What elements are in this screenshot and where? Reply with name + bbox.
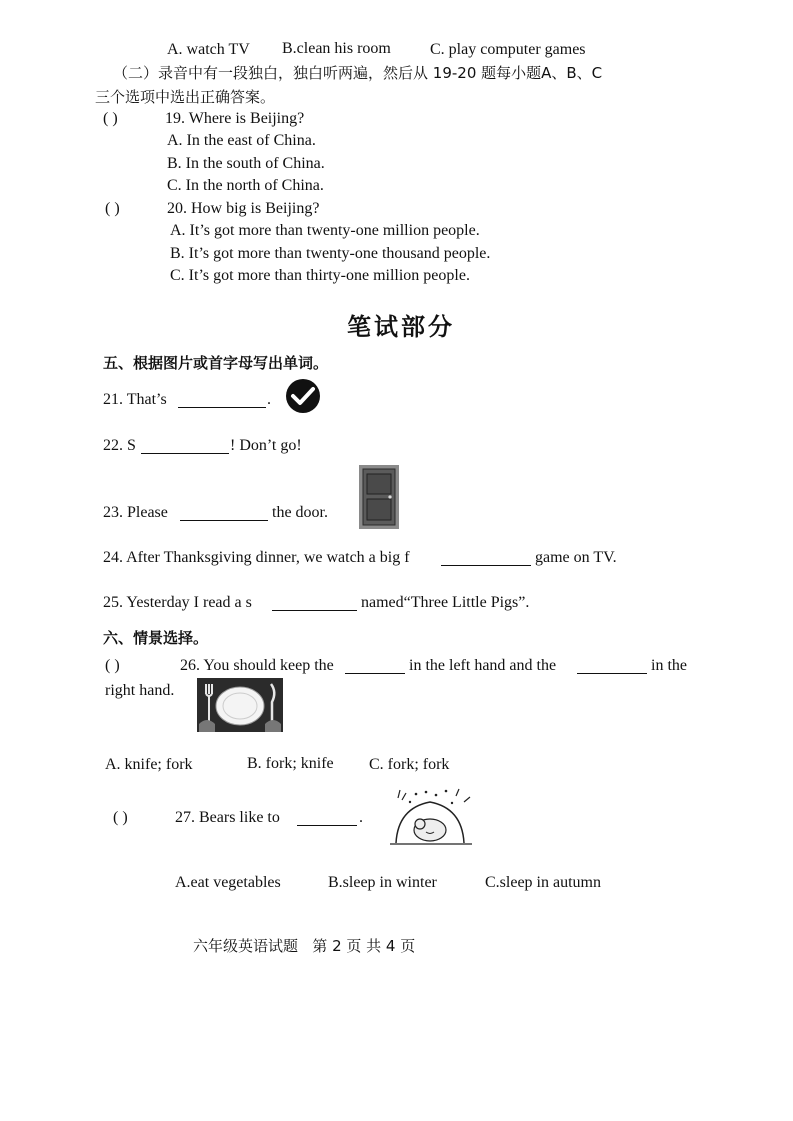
q23-blank[interactable] <box>180 504 268 521</box>
q23-text: 23. Please <box>103 504 168 521</box>
q26-blank-1[interactable] <box>345 657 405 674</box>
plate-fork-knife-icon <box>197 678 283 732</box>
q23-end: the door. <box>272 504 328 521</box>
q24-end: game on TV. <box>535 549 617 566</box>
q18-option-b: B.clean his room <box>282 40 391 57</box>
q19-option-b: B. In the south of China. <box>167 155 325 172</box>
q27-option-c: C.sleep in autumn <box>485 874 601 891</box>
q26-option-b: B. fork; knife <box>247 755 334 772</box>
q26-mid: in the left hand and the <box>409 657 557 674</box>
q19-option-c: C. In the north of China. <box>167 177 324 194</box>
q20-option-a: A. It’s got more than twenty-one million people. <box>170 222 480 239</box>
q22-blank[interactable] <box>141 437 229 454</box>
listening-instruction-line1: （二）录音中有一段独白，独白听两遍，然后从 19-20 题每小题A、B、C <box>113 64 603 82</box>
q20-question: 20. How big is Beijing? <box>167 200 320 217</box>
q19-question: 19. Where is Beijing? <box>165 110 305 127</box>
q22-end: ! Don’t go! <box>230 437 302 454</box>
q27-text: 27. Bears like to <box>175 809 280 826</box>
section5-heading: 五、根据图片或首字母写出单词。 <box>103 354 329 372</box>
q27-option-a: A.eat vegetables <box>175 874 281 891</box>
q26-text: 26. You should keep the <box>180 657 334 674</box>
q27-period: . <box>359 809 363 826</box>
q20-option-c: C. It’s got more than thirty-one million people. <box>170 267 470 284</box>
q25-text: 25. Yesterday I read a s <box>103 594 252 611</box>
q26-option-a: A. knife; fork <box>105 756 193 773</box>
q21-text: 21. That’s <box>103 391 167 408</box>
page-footer: 六年级英语试题 第 2 页 共 4 页 <box>193 937 416 955</box>
listening-instruction-line2: 三个选项中选出正确答案。 <box>95 88 276 106</box>
q20-option-b: B. It’s got more than twenty-one thousand people. <box>170 245 491 262</box>
q24-text: 24. After Thanksgiving dinner, we watch a big f <box>103 549 410 566</box>
q27-option-b: B.sleep in winter <box>328 874 437 891</box>
bear-in-cave-icon <box>386 788 474 848</box>
checkmark-icon <box>284 378 322 414</box>
q22-text: 22. S <box>103 437 136 454</box>
section6-heading: 六、情景选择。 <box>103 629 209 647</box>
q18-option-c: C. play computer games <box>430 41 586 58</box>
q27-answer-paren[interactable]: ( ) <box>113 809 128 826</box>
q25-blank[interactable] <box>272 594 357 611</box>
q26-blank-2[interactable] <box>577 657 647 674</box>
q26-answer-paren[interactable]: ( ) <box>105 657 120 674</box>
q19-answer-paren[interactable]: ( ) <box>103 110 118 127</box>
q20-answer-paren[interactable]: ( ) <box>105 200 120 217</box>
q26-line2: right hand. <box>105 682 175 699</box>
q25-end: named“Three Little Pigs”. <box>361 594 530 611</box>
q27-blank[interactable] <box>297 809 357 826</box>
written-section-title: 笔试部分 <box>347 312 455 341</box>
q26-end: in the <box>651 657 687 674</box>
q26-option-c: C. fork; fork <box>369 756 450 773</box>
q21-period: . <box>267 391 271 408</box>
q18-option-a: A. watch TV <box>167 41 250 58</box>
q19-option-a: A. In the east of China. <box>167 132 316 149</box>
q21-blank[interactable] <box>178 391 266 408</box>
door-icon <box>358 464 400 530</box>
q24-blank[interactable] <box>441 549 531 566</box>
